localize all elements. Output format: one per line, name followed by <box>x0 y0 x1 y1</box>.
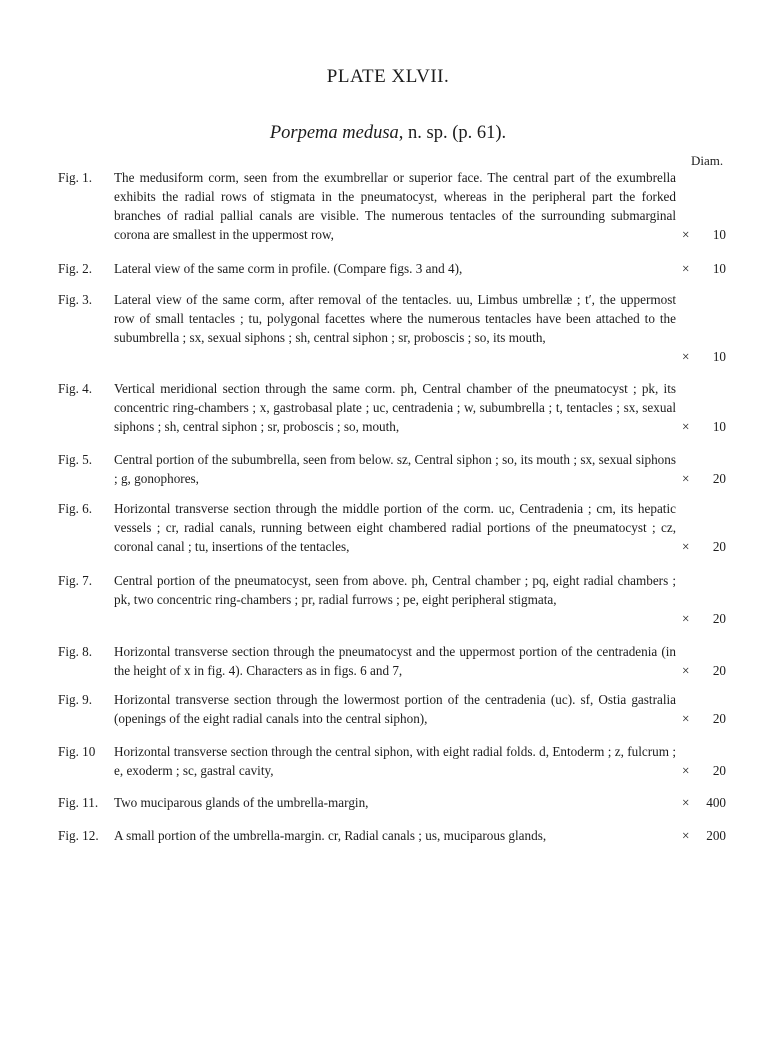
magnification-value: 10 <box>712 227 726 242</box>
figure-label: Fig. 5. <box>58 452 93 467</box>
magnification-value: 10 <box>712 261 726 276</box>
magnification-value: 10 <box>712 349 726 364</box>
figure-label: Fig. 11. <box>58 795 99 810</box>
figure-label: Fig. 3. <box>58 292 93 307</box>
magnification-value: 20 <box>712 711 726 726</box>
figure-caption: Horizontal transverse section through the lowermost portion of the centradenia (uc). sf, Ostia gastralia (openings of the eight radial canals into the central siphon), <box>114 692 676 726</box>
magnification-value: 10 <box>712 419 726 434</box>
species-reference: , n. sp. (p. 61). <box>398 123 507 143</box>
figure-label: Fig. 2. <box>58 261 93 276</box>
magnification-value: 20 <box>712 539 726 554</box>
figure-label: Fig. 9. <box>58 692 93 707</box>
figure-caption: Horizontal transverse section through the pneumatocyst and the uppermost portion of the centradenia (in the height of x in fig. 4). Characters as in figs. 6 and 7, <box>114 644 676 678</box>
magnification-sign: × <box>682 419 690 434</box>
magnification-sign: × <box>682 227 690 242</box>
magnification-sign: × <box>682 261 690 276</box>
magnification-value: 20 <box>712 663 726 678</box>
magnification-value: 20 <box>712 471 726 486</box>
diam-column-header: Diam. <box>691 153 724 168</box>
species-name: Porpema medusa <box>269 123 399 143</box>
magnification-sign: × <box>682 539 690 554</box>
magnification-value: 200 <box>706 828 726 843</box>
magnification-sign: × <box>682 763 690 778</box>
figure-label: Fig. 6. <box>58 501 93 516</box>
magnification-value: 20 <box>712 611 726 626</box>
figure-caption: A small portion of the umbrella-margin. cr, Radial canals ; us, muciparous glands, <box>114 828 547 843</box>
figure-caption: Vertical meridional section through the same corm. ph, Central chamber of the pneumatocyst ; pk, its concentric ring-chambers ; x, gastrobasal plate ; uc, centradenia ; w, subumbrella ; t, tentacles ; sx, sexual siphons ; sh, central siphon ; sr, proboscis ; so, mouth, <box>114 381 676 434</box>
magnification-sign: × <box>682 828 690 843</box>
plate-subtitle <box>0 123 776 144</box>
figure-label: Fig. 12. <box>58 828 99 843</box>
figure-caption: Horizontal transverse section through the middle portion of the corm. uc, Centradenia ; cm, its hepatic vessels ; cr, radial canals, running between eight chambered radial portions of the pneumatocyst ; cz, coronal canal ; tu, insertions of the tentacles, <box>114 501 676 554</box>
magnification-sign: × <box>682 471 690 486</box>
magnification-sign: × <box>682 795 690 810</box>
magnification-value: 20 <box>712 763 726 778</box>
figure-label: Fig. 8. <box>58 644 93 659</box>
plate-title: PLATE XLVII. <box>326 66 450 87</box>
figure-caption: Two muciparous glands of the umbrella-margin, <box>114 795 369 810</box>
figure-caption: Central portion of the pneumatocyst, seen from above. ph, Central chamber ; pq, eight radial chambers ; pk, two concentric ring-chambers ; pr, radial furrows ; pe, eight peripheral stigmata, <box>114 573 676 607</box>
figure-label: Fig. 4. <box>58 381 93 396</box>
magnification-value: 400 <box>706 795 726 810</box>
figure-caption: Lateral view of the same corm, after removal of the tentacles. uu, Limbus umbrellæ ; t′, the uppermost row of small tentacles ; tu, polygonal facettes where the numerous tentacles have been attached to the subumbrella ; sx, sexual siphons ; sh, central siphon ; sr, proboscis ; so, its mouth, <box>114 292 676 345</box>
magnification-sign: × <box>682 611 690 626</box>
figure-caption: Horizontal transverse section through the central siphon, with eight radial folds. d, Entoderm ; z, fulcrum ; e, exoderm ; sc, gastral cavity, <box>114 744 676 778</box>
magnification-sign: × <box>682 711 690 726</box>
figure-caption: Central portion of the subumbrella, seen from below. sz, Central siphon ; so, its mouth ; sx, sexual siphons ; g, gonophores, <box>114 452 676 486</box>
figure-label: Fig. 10 <box>58 744 96 759</box>
figure-label: Fig. 1. <box>58 170 93 185</box>
figure-caption: The medusiform corm, seen from the exumbrellar or superior face. The central part of the exumbrella exhibits the radial rows of stigmata in the pneumatocyst, whereas in the peripheral part the forked branches of radial pallial canals are visible. The numerous tentacles of the surrounding submarginal corona are smallest in the uppermost row, <box>114 170 676 242</box>
magnification-sign: × <box>682 349 690 364</box>
figure-caption: Lateral view of the same corm in profile. (Compare figs. 3 and 4), <box>114 261 463 276</box>
figure-label: Fig. 7. <box>58 573 93 588</box>
magnification-sign: × <box>682 663 690 678</box>
